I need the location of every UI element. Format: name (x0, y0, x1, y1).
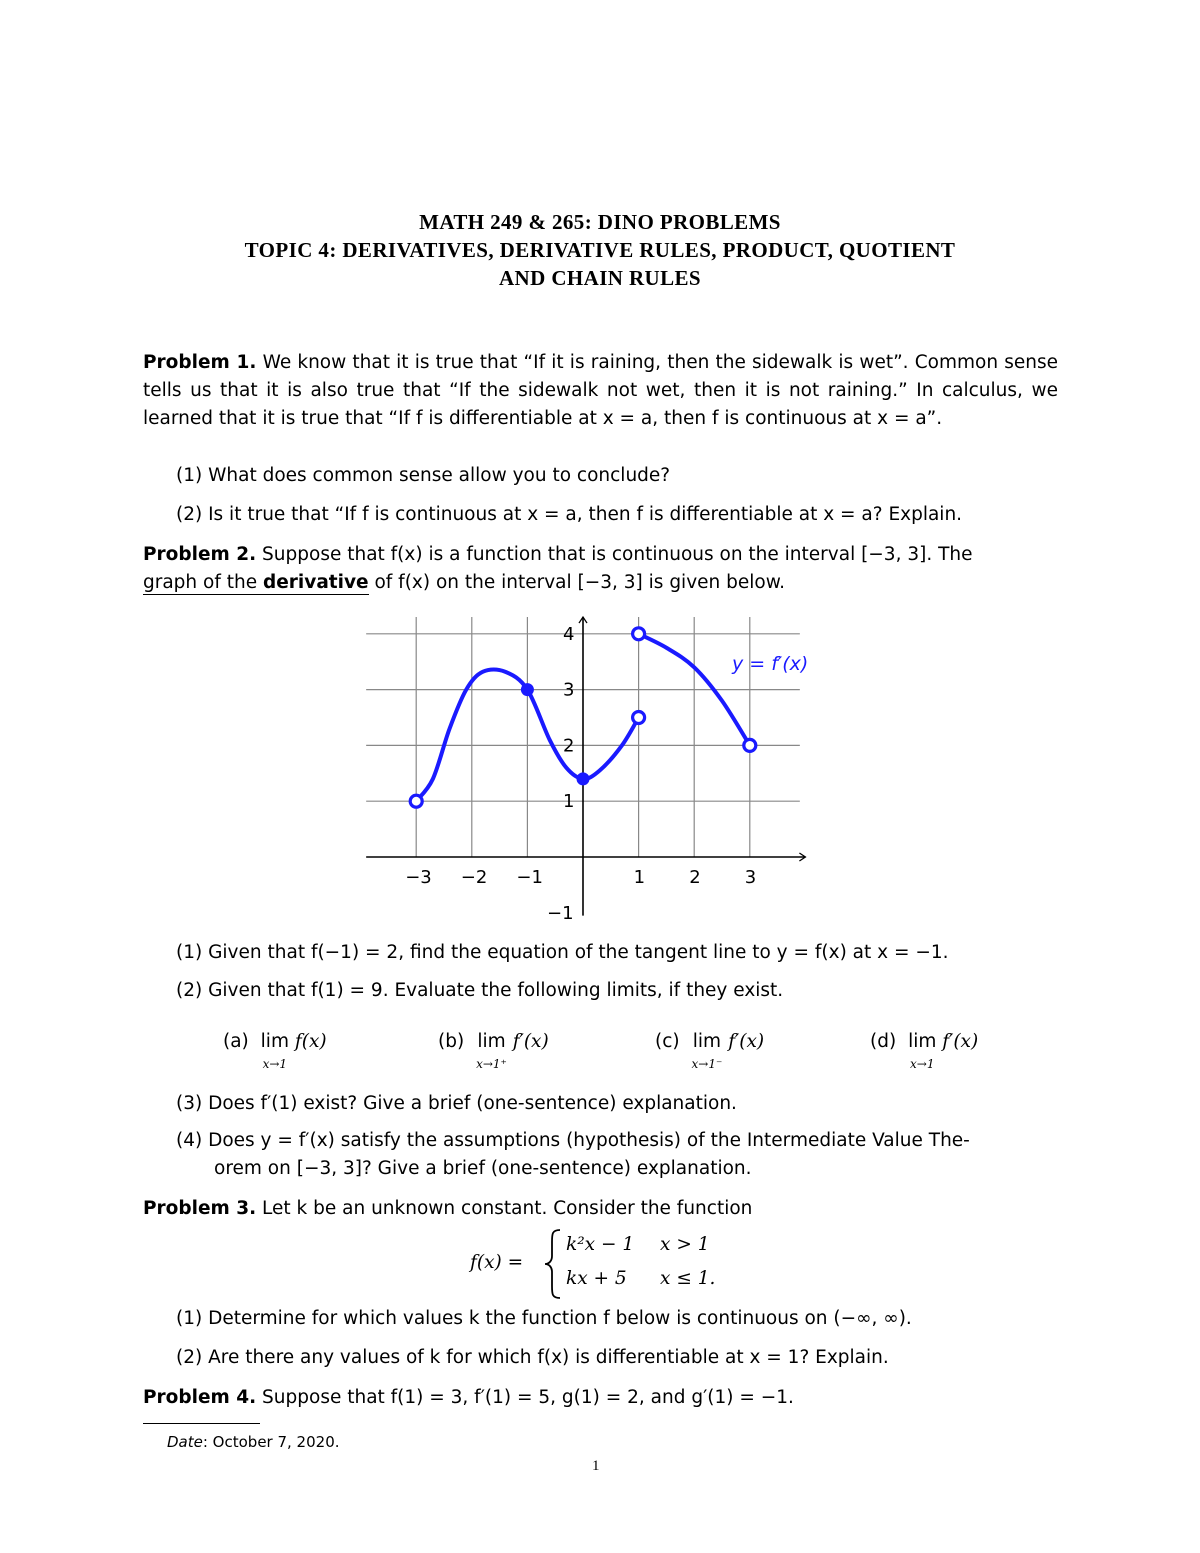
left-brace-icon (542, 1228, 564, 1300)
case2-cond: x ≤ 1. (660, 1268, 716, 1289)
derivative-underlined-phrase (143, 572, 369, 595)
doc-title-line2: TOPIC 4: DERIVATIVES, DERIVATIVE RULES, PRODUCT, QUOTIENT (244, 238, 956, 262)
lim-word: lim (908, 1031, 937, 1052)
limit-c (655, 1031, 764, 1073)
footnote-date (167, 1433, 340, 1451)
filled-point (577, 772, 590, 785)
lim-a-expr: f(x) (294, 1031, 327, 1052)
y-tick-label: 3 (563, 679, 575, 701)
problem2-q4b: orem on [−3, 3]? Give a brief (one-sentence) explanation. (214, 1158, 752, 1179)
y-tick-label: −1 (547, 902, 574, 924)
case2-expr: kx + 5 (566, 1268, 627, 1289)
lim-word: lim (477, 1031, 506, 1052)
limits-row (223, 1031, 1023, 1071)
lim-word: lim (692, 1031, 722, 1052)
problem2-intro-a (143, 544, 973, 565)
lim-a-sub: x→1 (262, 1057, 288, 1071)
open-circle-point (744, 739, 756, 751)
problem3-intro-text: Let k be an unknown constant. Consider the function (262, 1198, 753, 1219)
problem3-q1: (1) Determine for which values k the function f below is continuous on (−∞, ∞). (176, 1308, 912, 1329)
curve-label: y = f′(x) (732, 653, 809, 675)
problem3-q2: (2) Are there any values of k for which f(x) is differentiable at x = 1? Explain. (176, 1347, 889, 1368)
problem4-label: Problem 4. (143, 1387, 257, 1408)
open-circle-point (633, 712, 645, 724)
lim-c-expr: f′(x) (728, 1031, 765, 1052)
date-label: Date (167, 1433, 203, 1451)
lim-d-sub: x→1 (910, 1057, 935, 1071)
problem1-label: Problem 1. (143, 352, 257, 373)
y-tick-label: 4 (563, 623, 575, 645)
x-tick-label: −3 (405, 867, 432, 888)
open-circle-point (633, 628, 645, 640)
problem2-label: Problem 2. (143, 544, 257, 565)
problem3-intro (143, 1198, 752, 1219)
problem1-q1: (1) What does common sense allow you to conclude? (176, 465, 671, 486)
problem2-q3: (3) Does f′(1) exist? Give a brief (one-sentence) explanation. (176, 1093, 737, 1114)
problem4 (143, 1387, 794, 1408)
lim-word: lim (260, 1031, 289, 1052)
page-number: 1 (592, 1458, 600, 1474)
problem2-q2: (2) Given that f(1) = 9. Evaluate the following limits, if they exist. (176, 980, 784, 1001)
lim-b-expr: f′(x) (512, 1031, 549, 1052)
limit-a-label: (a) (223, 1031, 249, 1052)
limit-b-label: (b) (438, 1031, 465, 1052)
x-tick-label: 2 (689, 867, 701, 888)
problem1-text (143, 349, 1058, 433)
limit-b (438, 1031, 549, 1073)
limit-c-label: (c) (655, 1031, 680, 1052)
piecewise-lhs: f(x) = (470, 1252, 524, 1273)
x-tick-label: −2 (460, 867, 488, 888)
x-tick-label: 3 (744, 867, 757, 888)
y-tick-label: 1 (563, 791, 575, 813)
x-tick-label: 1 (633, 867, 646, 888)
open-circle-point (410, 795, 422, 807)
problem4-text: Suppose that f(1) = 3, f′(1) = 5, g(1) = 2, and g′(1) = −1. (262, 1387, 794, 1408)
doc-title-line1: MATH 249 & 265: DINO PROBLEMS (419, 210, 781, 234)
intro-b2-derivative: derivative (263, 572, 369, 593)
lim-b-sub: x→1⁺ (476, 1057, 507, 1071)
lim-d-expr: f′(x) (942, 1031, 979, 1052)
intro-b3: of f(x) on the interval [−3, 3] is given below. (368, 572, 786, 593)
problem2-intro-b (143, 572, 785, 593)
filled-point (521, 683, 534, 696)
lim-a-op (261, 1031, 289, 1073)
problem2-intro-text: Suppose that f(x) is a function that is continuous on the interval [−3, 3]. The (262, 544, 973, 565)
y-tick-label: 2 (563, 735, 575, 757)
intro-b1: graph of the (143, 572, 263, 593)
problem2-q1: (1) Given that f(−1) = 2, find the equation of the tangent line to y = f(x) at x = −1. (176, 942, 949, 963)
date-value: : October 7, 2020. (202, 1433, 340, 1451)
problem1-q2: (2) Is it true that “If f is continuous at x = a, then f is differentiable at x = a? Explain. (176, 504, 963, 525)
derivative-graph (360, 612, 820, 924)
lim-c-op (692, 1031, 723, 1073)
problem1-body: We know that it is true that “If it is raining, then the sidewalk is wet”. Common sense tells us that it is also true that “If the sidewalk not wet, then it is not raining.” In calculus, we learned that it is true that “If f is differentiable at x = a, then f is continuous at x = a”. (143, 352, 1058, 429)
lim-b-op (476, 1031, 507, 1073)
problem3-label: Problem 3. (143, 1198, 257, 1219)
lim-c-sub: x→1⁻ (691, 1057, 723, 1071)
footnote-rule (143, 1423, 260, 1424)
limit-a (223, 1031, 327, 1073)
lim-d-op (908, 1031, 936, 1073)
case1-expr: k²x − 1 (566, 1234, 635, 1255)
problem2-q4a: (4) Does y = f′(x) satisfy the assumptions (hypothesis) of the Intermediate Value The- (176, 1130, 970, 1151)
case1-cond: x > 1 (660, 1234, 710, 1255)
limit-d-label: (d) (870, 1031, 897, 1052)
x-tick-label: −1 (516, 867, 543, 888)
limit-d (870, 1031, 978, 1073)
doc-title-line3: AND CHAIN RULES (498, 266, 702, 290)
